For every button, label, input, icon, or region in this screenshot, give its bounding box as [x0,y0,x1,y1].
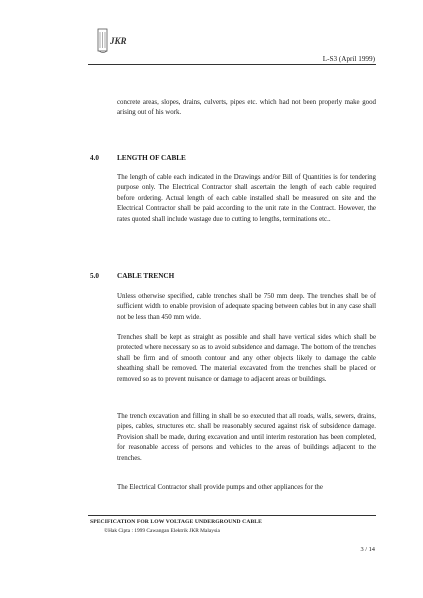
jkr-logo [97,26,135,56]
footer-copyright: ©Hak Cipta : 1999 Cawangan Elektrik JKR Malaysia [104,528,220,534]
footer-rule [88,515,376,516]
header-rule [88,64,376,65]
section-5-paragraph-2: Trenches shall be kept as straight as possible and shall have vertical sides which shall be protected where necessary so as to avoid subsidence and damage. The bottom of the trenches shall be firm and of smooth contour and any other objects likely to damage the cable sheathing shall be removed. The material excavated from the trenches shall be placed or removed so as to prevent nuisance or damage to adjacent areas or buildings. [117,334,376,383]
section-title-cable-trench: CABLE TRENCH [117,272,175,280]
section-number-4: 4.0 [90,154,99,162]
section-number-5: 5.0 [90,272,99,280]
logo-text: JKR [110,36,127,46]
section-5-paragraph-3: The trench excavation and filling in shall be so executed that all roads, walls, sewers, drains, pipes, cables, structures etc. shall be reasonably secured against risk of subsidence damage. Provision shall be made, during excavation and until interim restoration has been completed, for reasonable access of persons and vehicles to the areas of buildings adjacent to the trenches. [117,413,376,462]
page-number: 3 / 14 [360,546,375,553]
section-4-paragraph-1: The length of cable each indicated in the Drawings and/or Bill of Quantities is for tendering purpose only. The Electrical Contractor shall ascertain the length of each cable required before ordering. Actual length of each cable installed shall be measured on site and the Electrical Contractor shall be paid according to the unit rate in the Contract. However, the rates quoted shall include wastage due to cutting to lengths, terminations etc.. [117,174,376,223]
section-5-paragraph-1: Unless otherwise specified, cable trenches shall be 750 mm deep. The trenches shall be of sufficient width to enable provision of adequate spacing between cables but in any case shall not be less than 450 mm wide. [117,293,376,321]
continuation-paragraph: concrete areas, slopes, drains, culverts, pipes etc. which had not been properly make good arising out of his work. [117,99,376,117]
footer-title: SPECIFICATION FOR LOW VOLTAGE UNDERGROUND CABLE [90,519,262,525]
document-reference: L-S3 (April 1999) [322,55,375,63]
section-title-length-of-cable: LENGTH OF CABLE [117,154,186,162]
section-5-paragraph-4: The Electrical Contractor shall provide pumps and other appliances for the [117,484,323,491]
